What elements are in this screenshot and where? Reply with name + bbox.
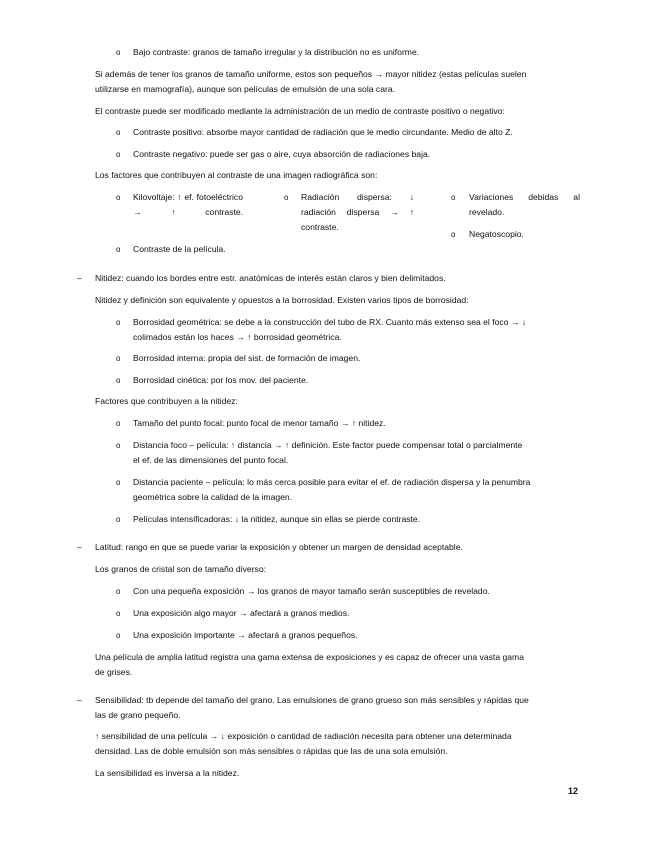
list-item-continuation: colimados están los haces → ↑ borrosidad geométrica. xyxy=(133,332,342,342)
bullet-marker: o xyxy=(116,587,121,596)
paragraph-line: Si además de tener los granos de tamaño uniforme, estos son pequeños → mayor nitidez (estas películas suelen xyxy=(95,69,527,79)
column-item-kilovoltaje: Kilovoltaje: ↑ ef. fotoeléctrico → ↑ contraste. xyxy=(133,192,243,217)
bullet-marker: o xyxy=(116,376,121,385)
list-item: Con una pequeña exposición → los granos de mayor tamaño serán susceptibles de revelado. xyxy=(133,586,490,596)
list-item: Una exposición importante → afectará a granos pequeños. xyxy=(133,630,358,640)
paragraph-line: La sensibilidad es inversa a la nitidez. xyxy=(95,768,240,778)
list-item: Contraste negativo: puede ser gas o aire, cuya absorción de radiaciones baja. xyxy=(133,149,431,159)
bullet-marker: o xyxy=(116,318,121,327)
bullet-marker: o xyxy=(116,515,121,524)
bullet-marker: o xyxy=(116,419,121,428)
column-item-variaciones-revelado: Variaciones debidas al revelado. xyxy=(469,192,580,217)
paragraph-line: El contraste puede ser modificado mediante la administración de un medio de contraste positivo o negativo: xyxy=(95,106,505,116)
bullet-marker: o xyxy=(116,245,121,254)
paragraph-line: densidad. Las de doble emulsión son más sensibles o rápidas que las de una sola emulsión. xyxy=(95,746,448,756)
list-item: Borrosidad cinética: por los mov. del paciente. xyxy=(133,375,309,385)
column-item-radiacion-dispersa: Radiación dispersa: ↓ radiación dispersa → ↑ contraste. xyxy=(301,192,414,232)
list-item: Una exposición algo mayor → afectará a granos medios. xyxy=(133,608,350,618)
list-item: Distancia foco – película: ↑ distancia → ↑ definición. Este factor puede compensar total o parcialmente xyxy=(133,440,523,450)
paragraph-line: Factores que contribuyen a la nitidez: xyxy=(95,396,238,406)
dash-marker: – xyxy=(77,273,82,283)
list-item-continuation: geométrica sobre la calidad de la imagen. xyxy=(133,492,293,502)
bullet-marker: o xyxy=(116,193,121,202)
section-heading-nitidez: Nitidez: cuando los bordes entre estr. anatómicas de interés están claros y bien delimitados. xyxy=(95,273,446,283)
list-item: Tamaño del punto focal: punto focal de menor tamaño → ↑ nitidez. xyxy=(133,418,386,428)
list-item: Distancia paciente – película: lo más cerca posible para evitar el ef. de radiación dispersa y la penumbra xyxy=(133,477,531,487)
list-item: Bajo contraste: granos de tamaño irregular y la distribución no es uniforme. xyxy=(133,47,420,57)
list-item: Contraste de la película. xyxy=(133,244,226,254)
paragraph-line: las de grano pequeño. xyxy=(95,710,181,720)
section-heading-sensibilidad: Sensibilidad: tb depende del tamaño del grano. Las emulsiones de grano grueso son más sensibles y rápidas que xyxy=(95,695,529,705)
dash-marker: – xyxy=(77,542,82,552)
section-heading-latitud: Latitud: rango en que se puede variar la exposición y obtener un margen de densidad aceptable. xyxy=(95,542,463,552)
paragraph-line: Los granos de cristal son de tamaño diverso: xyxy=(95,564,267,574)
paragraph-line: Una película de amplia latitud registra una gama extensa de exposiciones y es capaz de ofrecer una vasta gama xyxy=(95,652,524,662)
paragraph-line: ↑ sensibilidad de una película → ↓ exposición o cantidad de radiación necesita para obtener una determinada xyxy=(95,731,512,741)
bullet-marker: o xyxy=(116,48,121,57)
page-number: 12 xyxy=(568,786,579,796)
bullet-marker: o xyxy=(284,193,289,202)
paragraph-line: Nitidez y definición son equivalente y opuestos a la borrosidad. Existen varios tipos de borrosidad: xyxy=(95,295,469,305)
paragraph-line: de grises. xyxy=(95,667,133,677)
column-item-negatoscopio: Negatoscopio. xyxy=(469,229,524,239)
bullet-marker: o xyxy=(451,230,456,239)
bullet-marker: o xyxy=(116,609,121,618)
bullet-marker: o xyxy=(116,128,121,137)
list-item: Borrosidad geométrica: se debe a la construcción del tubo de RX. Cuanto más extenso sea el foco → ↓ xyxy=(133,317,527,327)
list-item: Películas intensificadoras: ↓ la nitidez, aunque sin ellas se pierde contraste. xyxy=(133,514,421,524)
list-item: Borrosidad interna: propia del sist. de formación de imagen. xyxy=(133,353,361,363)
dash-marker: – xyxy=(77,695,82,705)
list-item: Contraste positivo: absorbe mayor cantidad de radiación que le medio circundante. Medio de alto Z. xyxy=(133,127,513,137)
list-item-continuation: el ef. de las dimensiones del punto focal. xyxy=(133,455,289,465)
bullet-marker: o xyxy=(116,441,121,450)
paragraph-line: Los factores que contribuyen al contraste de una imagen radiográfica son: xyxy=(95,170,378,180)
bullet-marker: o xyxy=(116,478,121,487)
bullet-marker: o xyxy=(451,193,456,202)
bullet-marker: o xyxy=(116,150,121,159)
bullet-marker: o xyxy=(116,631,121,640)
paragraph-line: utilizarse en mamografía), aunque son películas de emulsión de una sola cara. xyxy=(95,84,396,94)
bullet-marker: o xyxy=(116,354,121,363)
